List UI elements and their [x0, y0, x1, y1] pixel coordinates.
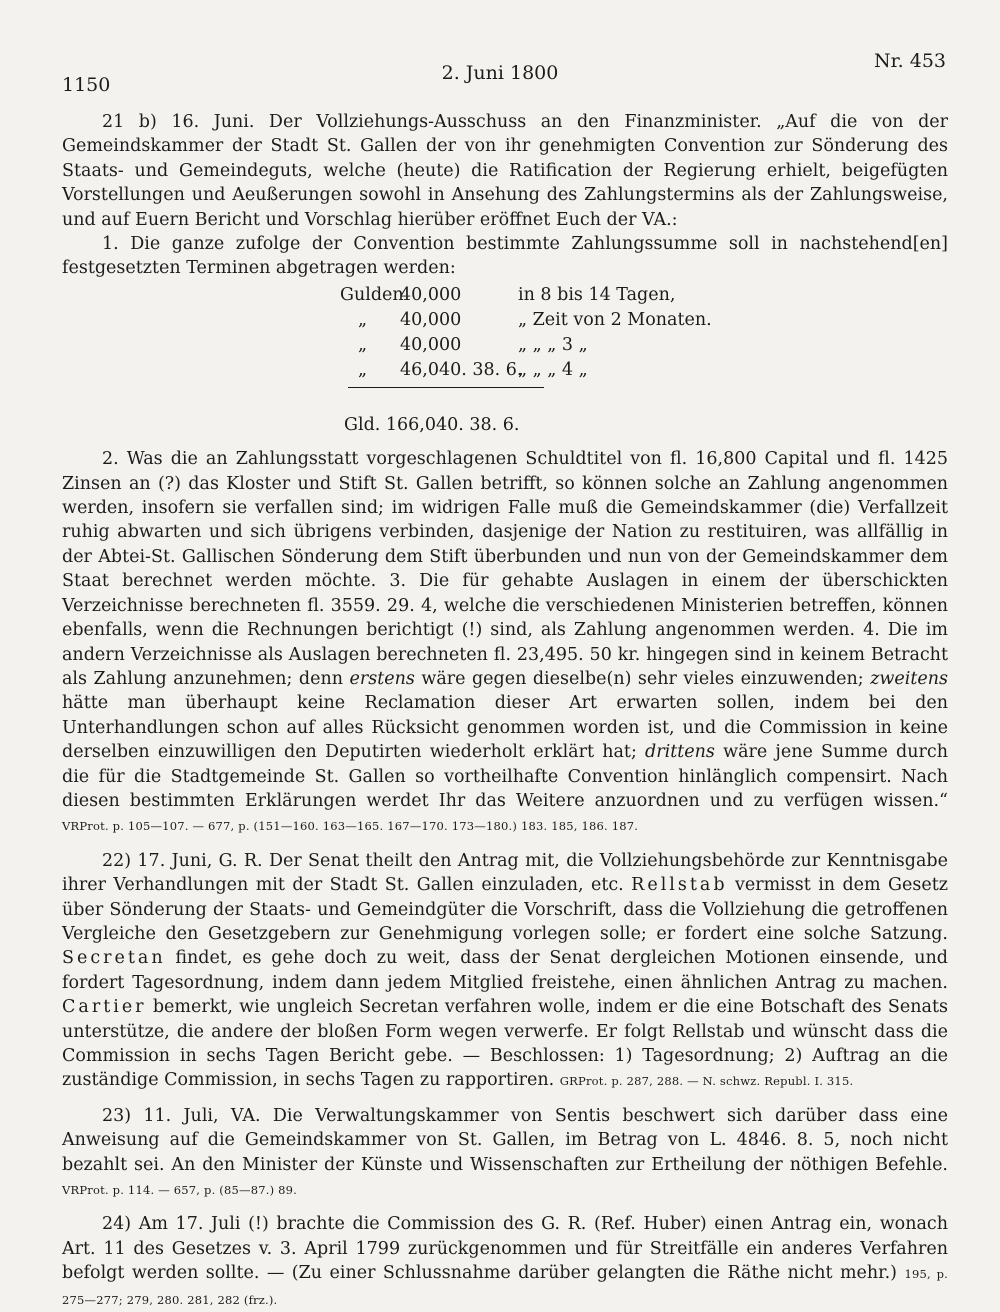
section-23-text: 23) 11. Juli, VA. Die Verwaltungskammer von Sentis beschwert sich darüber dass eine Anweisung auf die Gemeindskammer von St. Gallen, im Betrag von L. 4846. 8. 5, noch nicht bezahlt sei. An den Minister der Künste und Wissenschaften zur Ertheilung der nöthigen Befehle. [62, 1105, 948, 1175]
section-22-text-d: bemerkt, wie ungleich Secretan verfahren wolle, indem er die eine Botschaft des Senats unterstütze, die andere der bloßen Form wegen verwerfe. Er folgt Rellstab und wünscht dass die Commission in sechs Tagen Bericht gebe. — Beschlossen: 1) Tagesordnung; 2) Auftrag an die zuständige Commission, in sechs Tagen zu rapportiren. [62, 997, 948, 1091]
emphasis-drittens: drittens [645, 742, 715, 763]
payment-term: „ Zeit von 2 Monaten. [518, 309, 712, 330]
payment-currency: „ [358, 359, 368, 380]
payment-amount: 40,000 [400, 284, 462, 305]
section-22 [62, 849, 948, 1094]
payment-currency: Gulden [340, 284, 404, 305]
point2-text-c: hätte man überhaupt keine Reclamation dieser Art erwarten sollen, indem bei den Unterhandlungen schon auf alles Rücksicht genommen worden ist, und die Commission in keine derselben einzuwilligen den Deputirten wiederholt erklärt hat; [62, 693, 948, 763]
speaker-name: Secretan [62, 948, 166, 969]
emphasis-erstens: erstens [349, 668, 415, 689]
section-21b-lead: 21 b) 16. Juni. Der Vollziehungs-Ausschuss an den Finanzminister. „Auf die von der Gemeindskammer der Stadt St. Gallen der von ihr genehmigten Convention zur Sönderung des Staats- und Gemeindeguts, welche (heute) die Ratification der Regierung erhielt, beigefügten Vorstellungen und Aeußerungen sowohl in Ansehung des Zahlungstermins als der Zahlungsweise, und auf Euern Bericht und Vorschlag hierüber eröffnet Euch der VA.: [62, 112, 948, 230]
payment-row [62, 333, 948, 357]
main-text [62, 110, 948, 1312]
payment-term: „ „ „ 4 „ [518, 359, 588, 380]
payment-row [62, 358, 948, 382]
sum-rule [348, 387, 544, 388]
payment-amount: 40,000 [400, 334, 462, 355]
source-reference: GRProt. p. 287, 288. — N. schwz. Republ. I. 315. [559, 1074, 854, 1089]
payment-currency: „ [358, 309, 368, 330]
source-reference: VRProt. p. 114. — 657, p. (85—87.) 89. [62, 1183, 298, 1198]
payment-schedule [62, 283, 948, 403]
source-reference: 195, p. 275—277; 279, 280. 281, 282 (frz.). [62, 1267, 948, 1307]
section-22-text-c: findet, es gehe doch zu weit, dass der Senat dergleichen Motionen einsende, und fordert Tagesordnung, indem dann jedem Mitglied freistehe, einen ähnlichen Antrag zu machen. [62, 948, 948, 993]
point2-text-a: 2. Was die an Zahlungsstatt vorgeschlagenen Schuldtitel von fl. 16,800 Capital und fl. 1425 Zinsen an (?) das Kloster und Stift St. Gallen betrifft, so können solche an Zahlung angenommen werden, insofern sie verfallen sind; im widrigen Falle muß die Gemeindskammer (die) Verfallzeit ruhig abwarten und sich übrigens verbinden, dasjenige der Nation zu restituiren, was allfällig in der Abtei-St. Gallischen Sönderung dem Stift überbunden und nun von der Gemeindskammer dem Staat berechnet werden möchte. 3. Die für gehabte Auslagen in einem der überschickten Verzeichnisse berechneten fl. 3559. 29. 4, welche die verschiedenen Ministerien betreffen, können ebenfalls, wenn die Rechnungen berichtigt (!) sind, als Zahlung angenommen werden. 4. Die im andern Verzeichnisse als Auslagen berechneten fl. 23,495. 50 kr. hingegen sind in keinem Betracht als Zahlung anzunehmen; denn [62, 449, 948, 689]
section-24-text: 24) Am 17. Juli (!) brachte die Commission des G. R. (Ref. Huber) einen Antrag ein, wonach Art. 11 des Gesetzes v. 3. April 1799 zurückgenommen und für Streitfälle ein anderes Verfahren befolgt werden sollte. — (Zu einer Schlussnahme darüber gelangten die Räthe nicht mehr.) [62, 1214, 948, 1284]
speaker-name: Rellstab [631, 875, 728, 896]
section-24 [62, 1212, 948, 1312]
section-22-text-a: 22) 17. Juni, G. R. Der Senat theilt den Antrag mit, die Vollziehungsbehörde zur Kenntnisgabe ihrer Verhandlungen mit der Stadt St. Gallen einzuladen, etc. [62, 850, 948, 896]
emphasis-zweitens: zweitens [870, 668, 948, 689]
running-date: 2. Juni 1800 [441, 62, 559, 84]
point2-text-b: wäre gegen dieselbe(n) sehr vieles einzuwenden; [421, 668, 864, 689]
section-22-text-b: vermisst in dem Gesetz über Sönderung der Staats- und Gemeindgüter die Vorschrift, dass die Vollziehung die getroffenen Vergleiche den Gesetzgebern zur Genehmigung vorlegen solle; er fordert eine solche Satzung. [62, 875, 948, 944]
section-21b-point1: 1. Die ganze zufolge der Convention bestimmte Zahlungssumme soll in nachstehend[en] festgesetzten Terminen abgetragen werden: [62, 234, 948, 279]
page-number: 1150 [62, 74, 111, 96]
payment-amount: 46,040. 38. 6. [400, 359, 523, 380]
payment-term: „ „ „ 3 „ [518, 334, 588, 355]
speaker-name: Cartier [62, 997, 147, 1018]
payment-term: in 8 bis 14 Tagen, [518, 284, 676, 305]
point2-text-d: wäre jene Summe durch die für die Stadtgemeinde St. Gallen so vortheilhafte Convention hinlänglich compensirt. Nach diesen bestimmten Erklärungen werdet Ihr das Weitere anzuordnen und zu verfügen wissen.“ [62, 742, 948, 811]
source-reference: VRProt. p. 105—107. — 677, p. (151—160. 163—165. 167—170. 173—180.) 183. 185, 186. 187. [62, 819, 639, 834]
section-23 [62, 1104, 948, 1203]
payment-row [62, 283, 948, 307]
payment-amount: 40,000 [400, 309, 462, 330]
payment-currency: „ [358, 334, 368, 355]
section-21b-point2 [62, 447, 948, 839]
payment-row [62, 308, 948, 332]
document-number: Nr. 453 [874, 50, 946, 72]
payment-total: Gld. 166,040. 38. 6. [344, 414, 520, 435]
